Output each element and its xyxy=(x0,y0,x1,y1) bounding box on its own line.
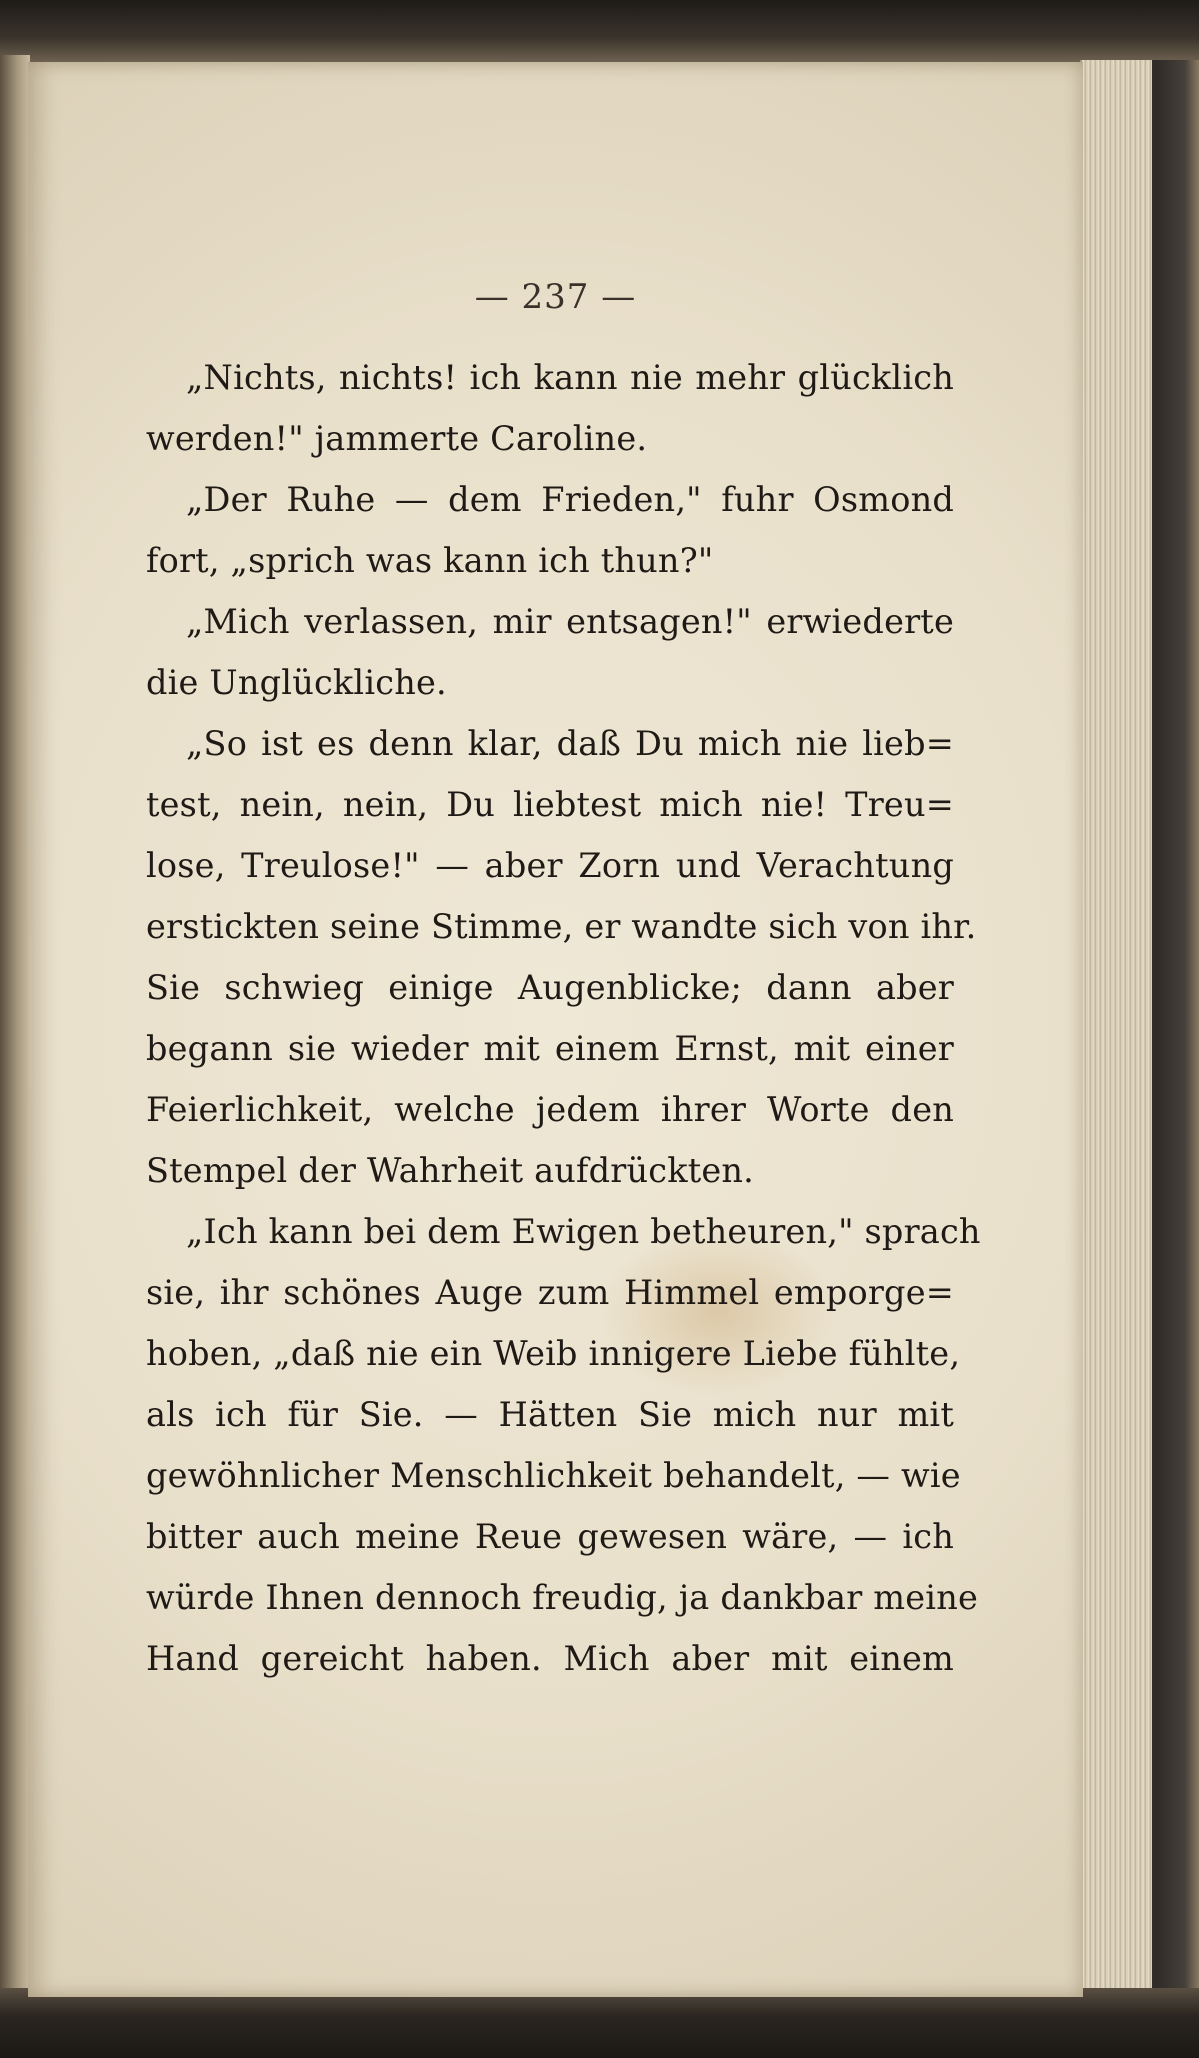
text-line: begann sie wieder mit einem Ernst, mit einer xyxy=(146,1029,954,1068)
text-line: „Mich verlassen, mir entsagen!" erwiederte xyxy=(186,602,954,641)
text-line: fort, „sprich was kann ich thun?" xyxy=(146,541,714,580)
book-top-edge xyxy=(0,0,1199,62)
text-line: gewöhnlicher Menschlichkeit behandelt, — wie xyxy=(146,1456,961,1495)
text-line: Hand gereicht haben. Mich aber mit einem xyxy=(146,1639,954,1678)
text-line: „Der Ruhe — dem Frieden," fuhr Osmond xyxy=(186,480,954,519)
text-line: erstickten seine Stimme, er wandte sich von ihr. xyxy=(146,907,977,946)
text-line: sie, ihr schönes Auge zum Himmel emporge= xyxy=(146,1273,954,1312)
book-page xyxy=(28,62,1083,1997)
text-line: als ich für Sie. — Hätten Sie mich nur mit xyxy=(146,1395,954,1434)
text-line: würde Ihnen dennoch freudig, ja dankbar meine xyxy=(146,1578,978,1617)
page-block-edge xyxy=(1080,60,1152,1995)
text-line: werden!" jammerte Caroline. xyxy=(146,419,648,458)
text-line: test, nein, nein, Du liebtest mich nie! Treu= xyxy=(146,785,954,824)
text-line: lose, Treulose!" — aber Zorn und Verachtung xyxy=(146,846,954,885)
text-line: „Nichts, nichts! ich kann nie mehr glücklich xyxy=(186,358,954,397)
page-number: — 237 — xyxy=(474,277,637,317)
text-line: Feierlichkeit, welche jedem ihrer Worte den xyxy=(146,1090,954,1129)
book-gutter xyxy=(0,55,30,1995)
text-line: die Unglückliche. xyxy=(146,663,447,702)
text-line: Stempel der Wahrheit aufdrückten. xyxy=(146,1151,755,1190)
page-text xyxy=(146,347,981,1689)
text-line: Sie schwieg einige Augenblicke; dann aber xyxy=(146,968,954,1007)
book-bottom-edge xyxy=(0,1988,1199,2058)
text-line: „Ich kann bei dem Ewigen betheuren," sprach xyxy=(186,1212,981,1251)
text-line: hoben, „daß nie ein Weib innigere Liebe fühlte, xyxy=(146,1334,961,1373)
text-line: „So ist es denn klar, daß Du mich nie lieb= xyxy=(186,724,954,763)
text-line: bitter auch meine Reue gewesen wäre, — ich xyxy=(146,1517,954,1556)
